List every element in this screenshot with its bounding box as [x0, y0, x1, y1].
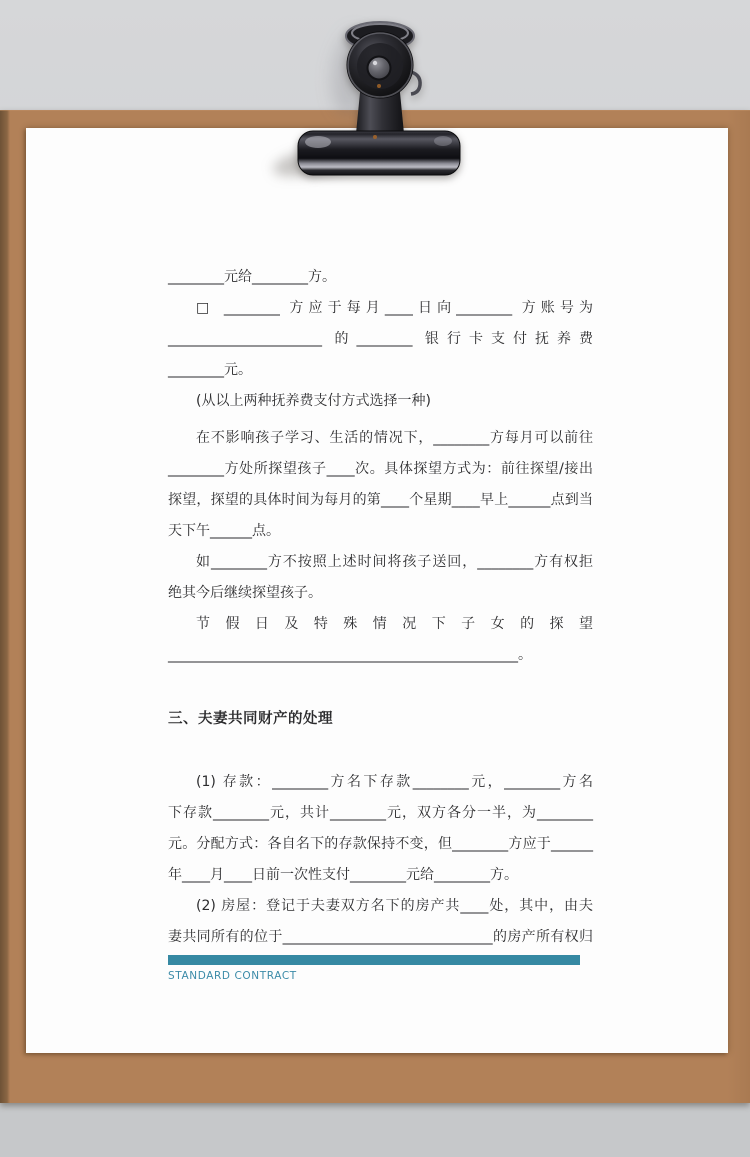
clip-knob-hole — [368, 57, 391, 80]
document-line: 元。分配方式：各自名下的存款保持不变，但________方应于______ — [168, 836, 593, 852]
document-line: ________元。 — [168, 362, 252, 378]
clip-wire-hook — [411, 72, 420, 94]
document-line: (2) 房屋：登记于夫妻双方名下的房产共____处，其中，由夫 — [196, 898, 593, 914]
document-line: ________方处所探望孩子____次。具体探望方式为：前往探望/接出 — [168, 461, 593, 477]
footer-label: STANDARD CONTRACT — [168, 970, 297, 982]
document-body — [168, 262, 593, 953]
document-line: 下存款________元，共计________元，双方各分一半，为________ — [168, 805, 593, 821]
paper-sheet — [26, 128, 728, 1053]
document-line: 如________方不按照上述时间将孩子送回，________方有权拒 — [196, 554, 593, 570]
document-line: 绝其今后继续探望孩子。 — [168, 585, 322, 601]
document-line: 妻共同所有的位于______________________________的房产所有权归 — [168, 929, 593, 945]
section-heading: 三、夫妻共同财产的处理 — [168, 711, 333, 727]
document-line: __________________________________________________。 — [168, 647, 532, 663]
document-line: □ ________ 方应于每月____日向________ 方账号为 — [196, 300, 593, 316]
document-line: (从以上两种抚养费支付方式选择一种) — [196, 393, 431, 409]
document-line: ________元给________方。 — [168, 269, 336, 285]
clip-orange-glint — [377, 84, 381, 88]
binder-clip-icon — [278, 6, 482, 178]
document-line: ______________________ 的________ 银行卡支付抚养费 — [168, 331, 593, 347]
document-line: 探望，探望的具体时间为每月的第____个星期____早上______点到当 — [168, 492, 593, 508]
document-line: 天下午______点。 — [168, 523, 280, 539]
footer-accent-bar — [168, 955, 580, 965]
document-line: (1) 存款：________方名下存款________元，________方名 — [196, 774, 593, 790]
document-line: 节假日及特殊情况下子女的探望 — [196, 616, 593, 632]
document-line: 在不影响孩子学习、生活的情况下，________方每月可以前往 — [196, 430, 593, 446]
document-line: 年____月____日前一次性支付________元给________方。 — [168, 867, 518, 883]
